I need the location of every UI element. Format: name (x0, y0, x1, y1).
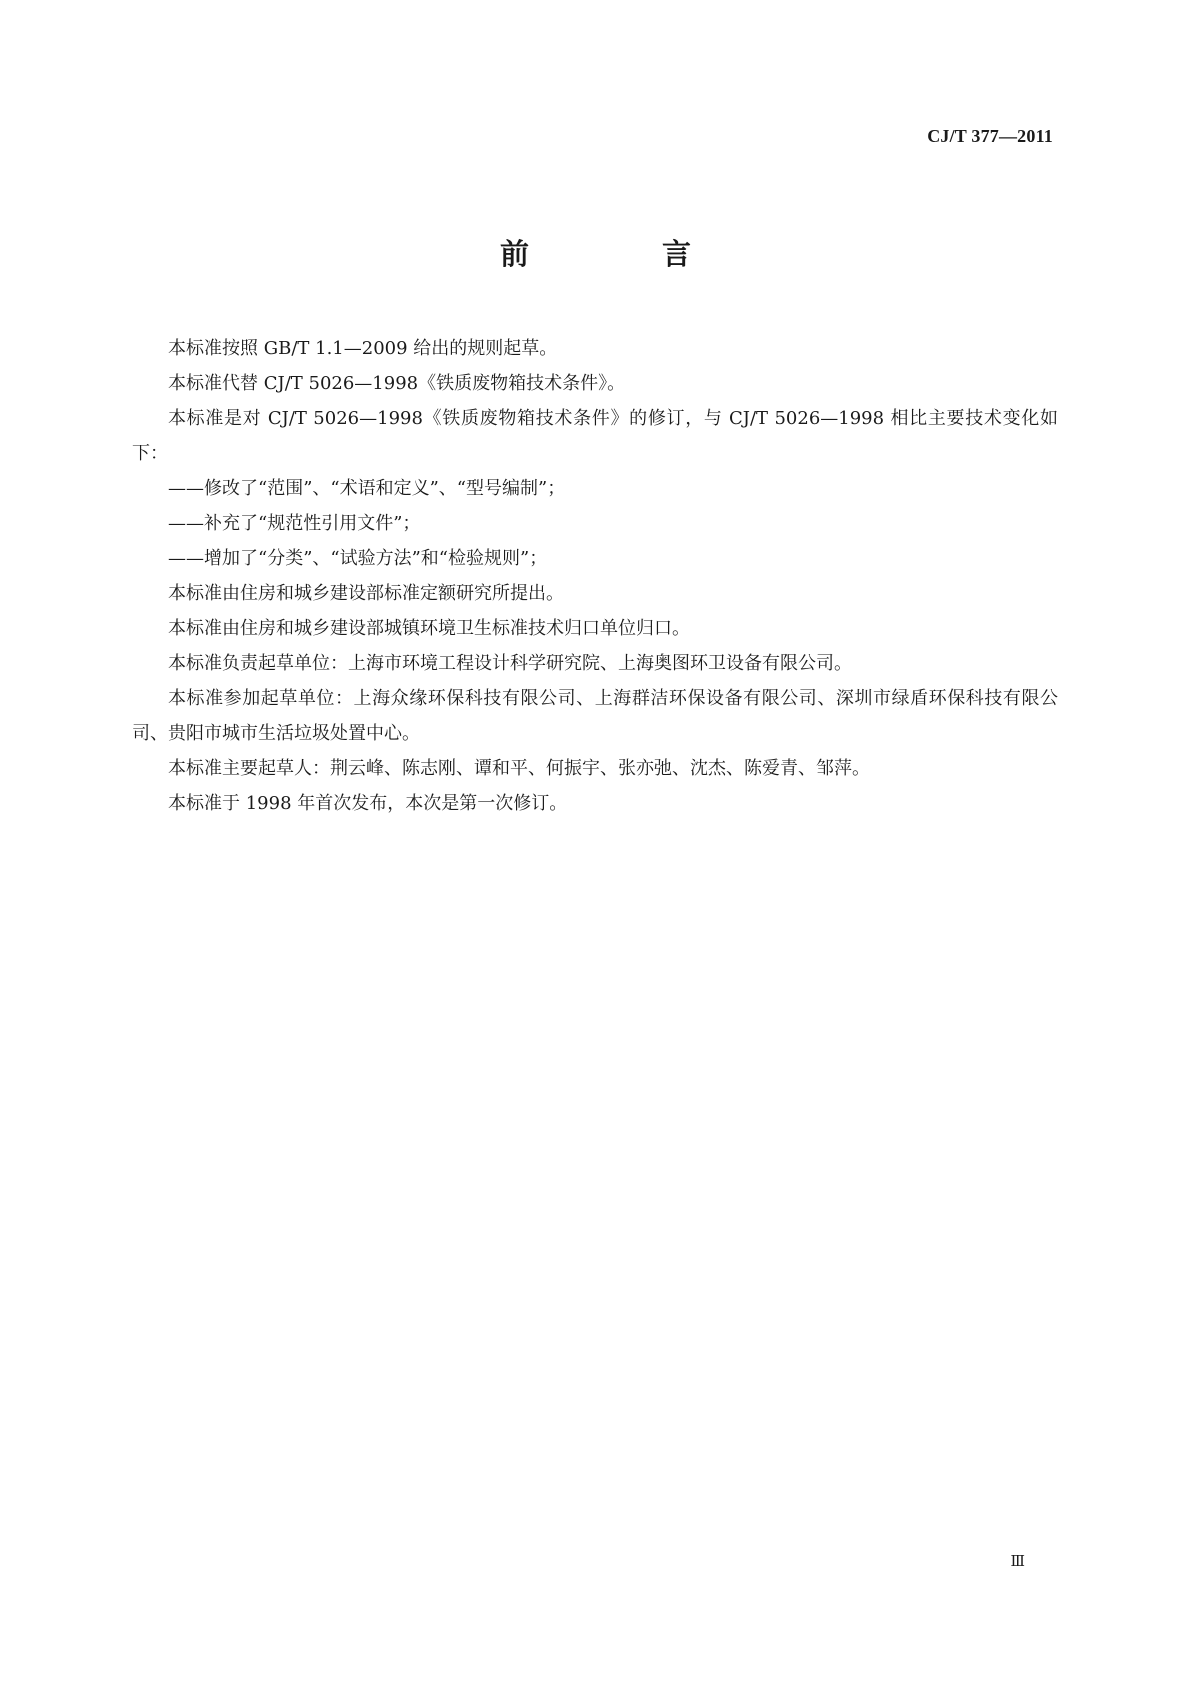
paragraph-drafting-rules: 本标准按照 GB/T 1.1—2009 给出的规则起草。 (168, 338, 558, 359)
paragraph-proposed-by: 本标准由住房和城乡建设部标准定额研究所提出。 (168, 583, 564, 604)
paragraph-participating-drafters: 本标准参加起草单位：上海众缘环保科技有限公司、上海群洁环保设备有限公司、深圳市绿盾环保科技有限公司、贵阳市城市生活垃圾处置中心。 (132, 688, 1058, 744)
change-item-modified: ——修改了“范围”、“术语和定义”、“型号编制”； (168, 478, 566, 499)
standard-code: CJ/T 377—2011 (927, 126, 1053, 146)
change-item-added: ——增加了“分类”、“试验方法”和“检验规则”； (168, 548, 548, 569)
paragraph-revision: 本标准是对 CJ/T 5026—1998《铁质废物箱技术条件》的修订，与 CJ/T 5026—1998 相比主要技术变化如下： (132, 408, 1058, 464)
paragraph-centralized-by: 本标准由住房和城乡建设部城镇环境卫生标准技术归口单位归口。 (168, 618, 690, 639)
page-title: 前 言 (499, 237, 743, 271)
foreword-body (132, 331, 1058, 821)
change-item-supplemented: ——补充了“规范性引用文件”； (168, 513, 421, 534)
paragraph-lead-drafters: 本标准负责起草单位：上海市环境工程设计科学研究院、上海奥图环卫设备有限公司。 (168, 653, 852, 674)
paragraph-publication-history: 本标准于 1998 年首次发布，本次是第一次修订。 (168, 793, 568, 814)
page-number: Ⅲ (1010, 1554, 1025, 1570)
paragraph-replaces: 本标准代替 CJ/T 5026—1998《铁质废物箱技术条件》。 (168, 373, 626, 394)
paragraph-main-drafters: 本标准主要起草人：荆云峰、陈志刚、谭和平、何振宇、张亦弛、沈杰、陈爱青、邹萍。 (168, 758, 870, 779)
